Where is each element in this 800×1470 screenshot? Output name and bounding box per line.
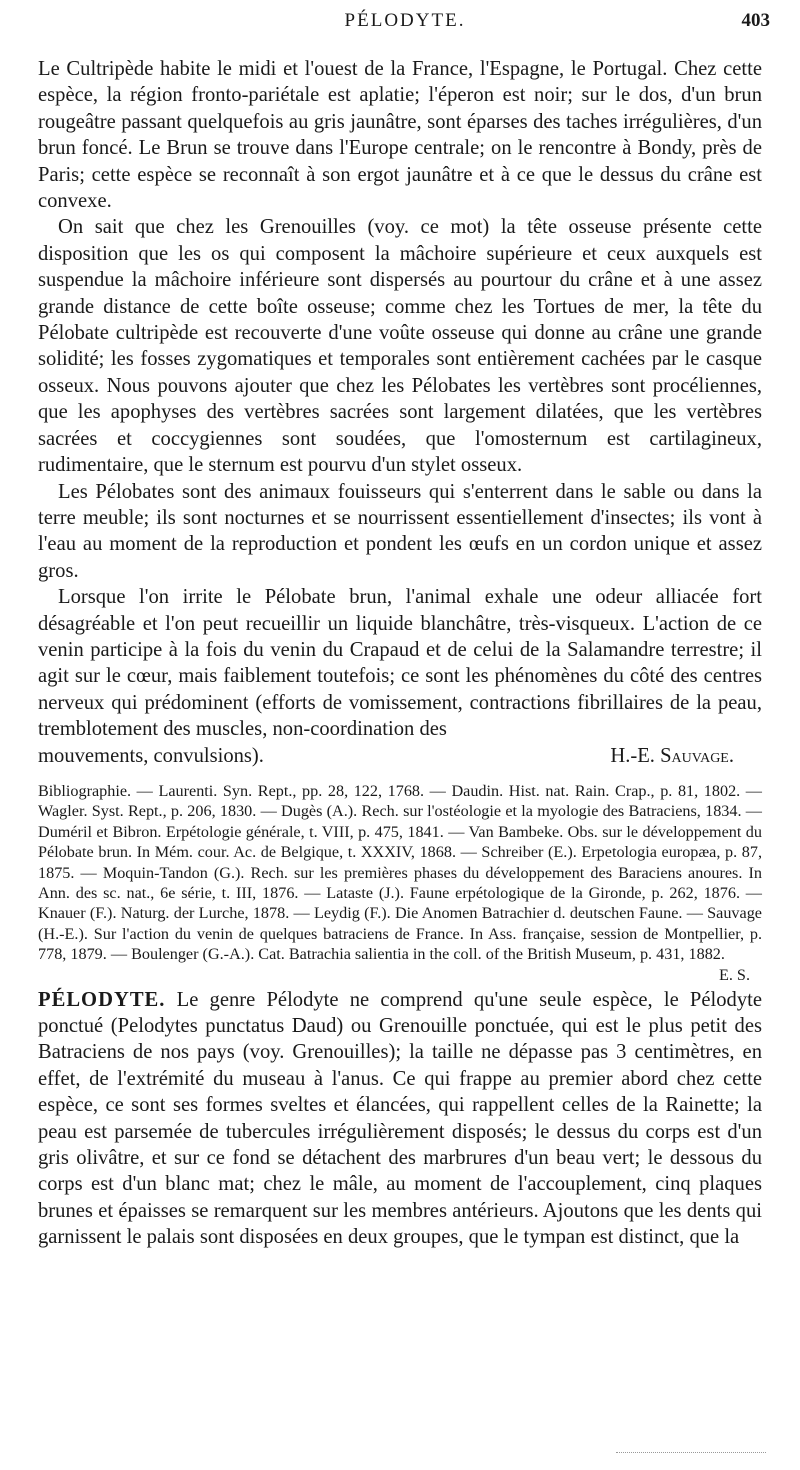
bibliography-initials: E. S. xyxy=(718,965,750,984)
paragraph-cultripede-habitat xyxy=(38,56,762,214)
body-text xyxy=(38,56,762,1251)
article-text: Le genre Pélodyte ne comprend qu'une seule espèce, le Pélodyte ponctué (Pelodytes punctatus Daud) ou Grenouille ponctuée, qui est le plus petit des Batraciens de nos pays (voy. Grenouilles); la taille ne dépasse pas 3 centimètres, en effet, de l'extrémité du museau à l'anus. Ce qui frappe au premier abord chez cette espèce, ce sont ses formes sveltes et élancées, qui rappellent celles de la Rainette; la peau est parsemée de tubercules irrégulièrement disposés; le dessus du corps est d'un gris olivâtre, et sur ce fond se détachent des marbrures d'un beau vert; le dessous du corps est d'un blanc mat; chez le mâle, au moment de l'accouplement, cinq plaques brunes et épaisses se remarquent sur les membres antérieurs. Ajoutons que les dents qui garnissent le palais sont disposées en deux groupes, que le tympan est distinct, que la xyxy=(38,988,762,1249)
paragraph-skull-anatomy xyxy=(38,214,762,478)
closing-text: mouvements, convulsions). xyxy=(38,744,264,767)
author-signature: H.-E. Sauvage. xyxy=(610,744,734,767)
page-number: 403 xyxy=(741,10,770,31)
bibliography xyxy=(38,781,762,984)
paragraph-habits xyxy=(38,479,762,585)
paragraph-venom xyxy=(38,584,762,742)
page-header xyxy=(40,6,770,36)
article-pelodyte xyxy=(38,987,762,1251)
paragraph-text: Les Pélobates sont des animaux fouisseurs qui s'enterrent dans le sable ou dans la terre meuble; ils sont nocturnes et se nourrissent essentiellement d'insectes; ils vont à l'eau au moment de la reproduction et pondent les œufs en un cordon unique et assez gros. xyxy=(38,480,762,582)
running-title: PÉLODYTE. xyxy=(344,10,466,31)
article-headword: PÉLODYTE. xyxy=(38,988,166,1011)
paragraph-text: On sait que chez les Grenouilles (voy. ce mot) la tête osseuse présente cette disposition que les os qui composent la mâchoire supérieure et ceux auxquels est suspendue la mâchoire inférieure sont dispersés au pourtour du crâne et à une assez grande distance de cette boîte osseuse; comme chez les Tortues de mer, la tête du Pélobate cultripède est recouverte d'une voûte osseuse qui donne au crâne une grande solidité; les fosses zygomatiques et temporales sont entièrement cachées par le casque osseux. Nous pouvons ajouter que chez les Pélobates les vertèbres sont procéliennes, que les apophyses des vertèbres sacrées sont largement dilatées, que les vertèbres sacrées et coccygiennes sont soudées, que l'omosternum est cartilagineux, rudimentaire, que le sternum est pourvu d'un stylet osseux. xyxy=(38,216,762,477)
paragraph-text: Le Cultripède habite le midi et l'ouest de la France, l'Espagne, le Portugal. Chez cette espèce, la région fronto-pariétale est aplatie; l'éperon est noir; sur le dos, d'un brun rougeâtre passant quelquefois au gris jaunâtre, sont éparses des taches irrégulières, d'un brun foncé. Le Brun se trouve dans l'Europe centrale; on le rencontre à Bondy, près de Paris; cette espèce se reconnaît à son ergot jaunâtre et à ce que le dessus du crâne est convexe. xyxy=(38,58,762,213)
bottom-rule xyxy=(616,1452,766,1453)
paragraph-text: Lorsque l'on irrite le Pélobate brun, l'animal exhale une odeur alliacée fort désagréable et l'on peut recueillir un liquide blanchâtre, très-visqueux. L'action de ce venin participe à la fois du venin du Crapaud et de celui de la Salamandre terrestre; il agit sur le cœur, mais faiblement toutefois; ce sont les phénomènes du côté des centres nerveux qui prédominent (efforts de vomissement, contractions fibrillaires de la peau, tremblotement des muscles, non-coordination des xyxy=(38,586,762,741)
bibliography-text: Bibliographie. — Laurenti. Syn. Rept., pp. 28, 122, 1768. — Daudin. Hist. nat. Rain. Crap., p. 81, 1802. — Wagler. Syst. Rept., p. 206, 1830. — Dugès (A.). Rech. sur l'ostéologie et la myologie des Batraciens, 1834. — Duméril et Bibron. Erpétologie générale, t. VIII, p. 475, 1841. — Van Bambeke. Obs. sur le développement du Pélobate brun. In Mém. cour. Ac. de Belgique, t. XXXIV, 1868. — Schreiber (E.). Erpetologia europæa, p. 87, 1875. — Moquin-Tandon (G.). Rech. sur les premières phases du développement des Baraciens anoures. In Ann. des sc. nat., 6e série, t. III, 1876. — Lataste (J.). Faune erpétologique de la Gironde, p. 262, 1876. — Knauer (F.). Naturg. der Lurche, 1878. — Leydig (F.). Die Anomen Batrachier d. deutschen Faune. — Sauvage (H.-E.). Sur l'action du venin de quelques batraciens de France. In Ass. française, session de Montpellier, p. 778, 1879. — Boulenger (G.-A.). Cat. Batrachia salientia in the coll. of the British Museum, p. 431, 1882. xyxy=(38,781,762,964)
signature-line xyxy=(38,743,762,769)
